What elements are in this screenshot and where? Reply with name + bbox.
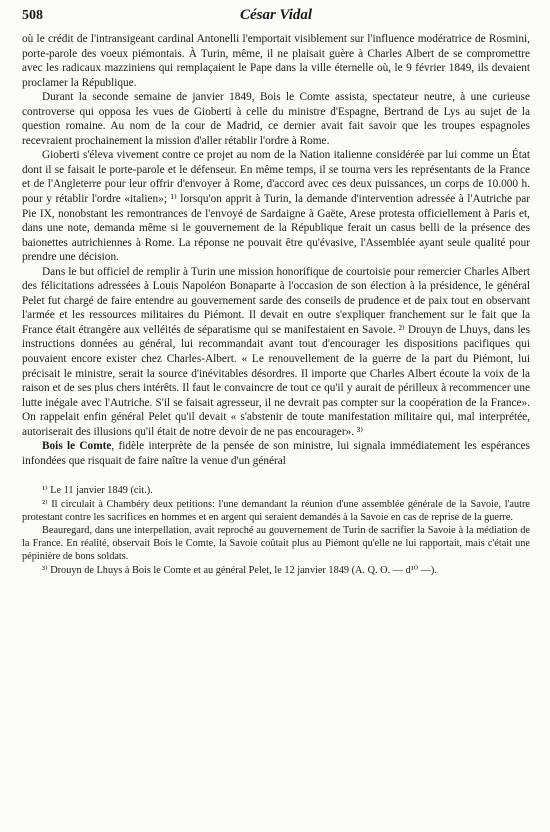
page-header xyxy=(22,6,530,28)
paragraph-1: où le crédit de l'intransigeant cardinal Antonelli l'emportait visiblement sur l'influence modératrice de Rosmini, porte-parole des voeux piémontais. À Turin, même, il ne plaisait guère à Charles Albert de se compromettre avec les radicaux mazziniens qui remplaçaient le Pape dans la ville éternelle où, le 9 février 1849, ils devaient proclamer la République. xyxy=(22,33,530,89)
page-number: 508 xyxy=(22,8,43,23)
paragraph-5-lead: Bois le Comte xyxy=(42,440,112,453)
footnotes xyxy=(22,484,530,576)
page xyxy=(22,6,530,577)
main-text xyxy=(22,32,530,468)
paragraph-4: Dans le but officiel de remplir à Turin une mission honorifique de courtoisie pour remercier Charles Albert des félicitations adressées à Louis Napoléon Bonaparte à l'occasion de son élection à la présidence, le général Pelet fut chargé de faire entendre au gouvernement sarde des conseils de prudence et de paix tout en observant l'armée et les ressources militaires du Piémont. Il devait en outre s'expliquer franchement sur le fait que la France était étrangère aux velléités de séparatisme qui se manifestaient en Savoie. ²⁾ Drouyn de Lhuys, dans les instructions données au général, lui recommandait avant tout d'encourager les dispositions pacifiques qui pouvaient encore exister chez Charles-Albert. « Le renouvellement de la guerre de la part du Piémont, lui précisait le ministre, serait la source d'inévitables désordres. Il importe que Charles Albert écoute la voix de la raison et de ses plus chers intérêts. Il faut le convaincre de tout ce qu'il y aurait de périlleux à recommencer une lutte inégale avec l'Autriche. S'il se faisait agresseur, il ne devrait pas compter sur la coopération de la France». On rappelait enfin général Pelet qu'il devait « s'abstenir de toute manifestation militaire qui, mal interprétée, autoriserait des illusions qu'il était de notre devoir de ne pas encourager». ³⁾ xyxy=(22,265,530,438)
footnote-1: ¹⁾ Le 11 janvier 1849 (cit.). xyxy=(42,485,153,497)
paragraph-3: Gioberti s'éleva vivement contre ce projet au nom de la Nation italienne considérée par lui comme un État dont il se faisait le porte-parole et le défenseur. En même temps, il se tourna vers les représentants de la France et de l'Angleterre pour leur offrir d'envoyer à Rome, d'accord avec ces deux puissances, un corps de 10.000 h. pour y rétablir l'ordre «italien»; ¹⁾ lorsqu'on apprit à Turin, la demande d'intervention adressée à l'Autriche par Pie IX, nonobstant les remontrances de l'envoyé de Sardaigne à Gaëte, Arese protesta officiellement à Paris et, dans une note, demanda même si le gouvernement de la République ferait un casus belli de la présence des baionettes autrichiennes à Rome. La réponse ne pouvait être qu'évasive, l'Assemblée ayant seule qualité pour prendre une décision. xyxy=(22,149,530,264)
paragraph-5-text: , fidèle interprète de la pensée de son ministre, lui signala immédiatement les espérances infondées que risquait de faire naître la venue d'un général xyxy=(22,440,531,467)
paragraph-2: Durant la seconde semaine de janvier 1849, Bois le Comte assista, spectateur neutre, à une curieuse controverse qui opposa les vues de Gioberti à celle du ministre d'Espagne, Bertrand de Lys au sujet de la question romaine. Au nom de la cour de Madrid, ce dernier avait fait savoir que les troupes espagnoles recevraient prochainement la mission d'aller rétablir l'ordre à Rome. xyxy=(22,91,530,147)
footnote-3: ³⁾ Drouyn de Lhuys à Bois le Comte et au général Pelet, le 12 janvier 1849 (A. Q. O. — d¹⁰ —). xyxy=(42,564,437,576)
running-title: César Vidal xyxy=(239,7,313,23)
footnote-2-continued: Beauregard, dans une interpellation, avait reproché au gouvernement de Turin de sacrifier la Savoie à la médiation de la France. En réalité, observait Bois le Comte, la Savoie coûtait plus au Piémont qu'elle ne lui rapportait, mais c'était une pépinière de bons soldats. xyxy=(22,525,530,563)
paragraph-5 xyxy=(22,439,530,468)
footnote-2: ²⁾ Il circulait à Chambéry deux petitions: l'une demandant la réunion d'une assemblée générale de la Savoie, l'autre protestant contre les sacrifices en hommes et en argent qui seraient demandés à la Savoie en cas de reprise de la guerre. xyxy=(22,498,530,523)
